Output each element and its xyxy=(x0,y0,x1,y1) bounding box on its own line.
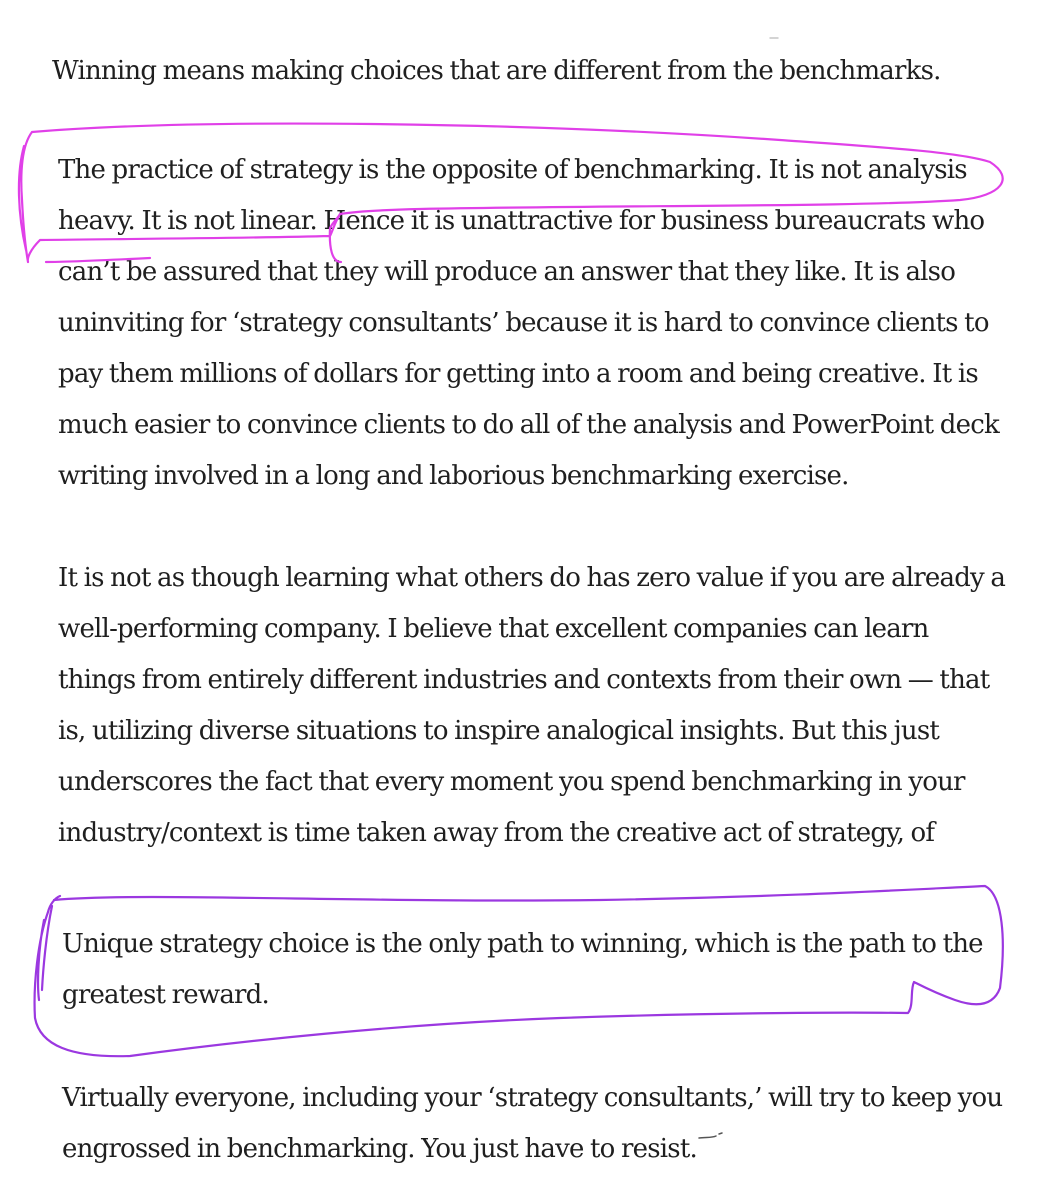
paragraph-learning: It is not as though learning what others do has zero value if you are already a well-performing company. I believe that excellent companies can learn things from entirely different industries and contexts from their own — that is, utilizing diverse situations to inspire analogical insights. But this just underscores the fact that every moment you spend benchmarking in your industry/context is time taken away from the creative act of strategy, of xyxy=(58,563,1006,848)
paragraph-unique-strategy: Unique strategy choice is the only path to winning, which is the path to the greatest reward. xyxy=(62,929,983,1010)
paragraph-closing: Virtually everyone, including your ‘strategy consultants,’ will try to keep you engrossed in benchmarking. You just have to resist. xyxy=(62,1083,1003,1164)
paragraph-benchmarking: The practice of strategy is the opposite of benchmarking. It is not analysis heavy. It is not linear. Hence it is unattractive for business bureaucrats who can’t be assured that they will produce an answer that they like. It is also uninviting for ‘strategy consultants’ because it is hard to convince clients to pay them millions of dollars for getting into a room and being creative. It is much easier to convince clients to do all of the analysis and PowerPoint deck writing involved in a long and laborious benchmarking exercise. xyxy=(58,155,999,491)
paragraph-intro: Winning means making choices that are different from the benchmarks. xyxy=(52,56,941,86)
